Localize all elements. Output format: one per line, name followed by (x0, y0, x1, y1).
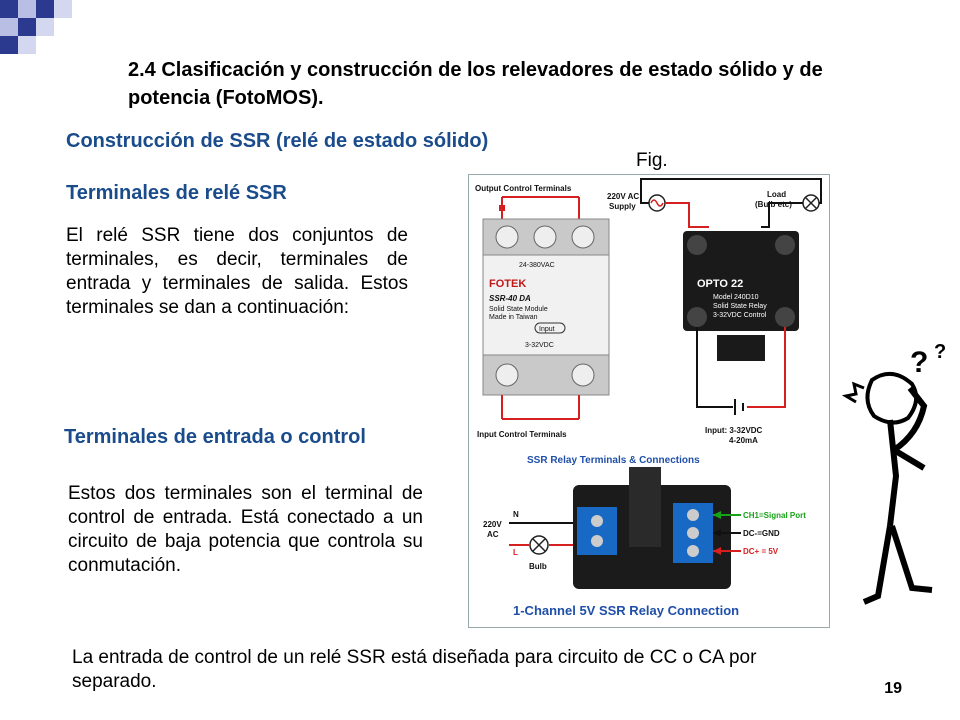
input-terminals-paragraph: Estos dos terminales son el terminal de control de entrada. Está conectado a un circuito de baja potencia que controla su conmutación. (68, 483, 423, 576)
ssr-diagram (469, 175, 829, 627)
fotek-input-tag: Input (539, 326, 555, 333)
opto-ctrl: 3-32VDC Control (713, 312, 767, 319)
thinking-figure-icon (842, 340, 952, 620)
opto-desc: Solid State Relay (713, 303, 767, 310)
input-spec-2: 4-20mA (729, 436, 758, 445)
terminals-heading: Terminales de relé SSR (66, 182, 287, 204)
fotek-module: Solid State Module (489, 306, 548, 313)
fotek-made-in: Made in Taiwan (489, 314, 538, 321)
ac-label-2: AC (487, 530, 499, 539)
figure-label: Fig. (636, 150, 668, 171)
opto-brand: OPTO 22 (697, 278, 744, 290)
load-label-1: Load (767, 190, 787, 199)
dc-minus-label: DC-=GND (743, 529, 780, 538)
slide-title: 2.4 Clasificación y construcción de los relevadores de estado sólido y de potencia (FotoMOS). (128, 59, 823, 109)
fotek-brand: FOTEK (489, 278, 527, 290)
supply-label-1: 220V AC (607, 192, 640, 201)
bottom-paragraph: La entrada de control de un relé SSR está diseñada para circuito de CC o CA por separado. (72, 647, 757, 692)
fotek-model: SSR-40 DA (489, 294, 531, 303)
load-label-2: (Bulb etc) (755, 200, 792, 209)
opto-model: Model 240D10 (713, 294, 759, 301)
construction-heading: Construcción de SSR (relé de estado sólido) (66, 130, 489, 152)
relay-module (573, 467, 731, 589)
ch1-label: CH1=Signal Port (743, 511, 806, 520)
connections-title: SSR Relay Terminals & Connections (527, 455, 700, 466)
supply-label-2: Supply (609, 202, 636, 211)
bulb-label: Bulb (529, 562, 547, 571)
fotek-ssr (483, 219, 609, 395)
ac-label-1: 220V (483, 520, 502, 529)
svg-text:?: ? (934, 341, 947, 363)
input-terminals-heading: Terminales de entrada o control (64, 426, 366, 448)
input-spec-1: Input: 3-32VDC (705, 426, 763, 435)
opto22-ssr (683, 231, 799, 361)
figure-caption: 1-Channel 5V SSR Relay Connection (513, 603, 740, 618)
svg-text:?: ? (910, 346, 929, 379)
input-terminals-label: Input Control Terminals (477, 430, 567, 439)
output-terminals-label: Output Control Terminals (475, 184, 572, 193)
n-label: N (513, 510, 519, 519)
fotek-voltage-out: 24-380VAC (519, 262, 555, 269)
dc-plus-label: DC+ = 5V (743, 547, 779, 556)
ssr-figure (468, 174, 830, 628)
terminals-paragraph: El relé SSR tiene dos conjuntos de terminales, es decir, terminales de entrada y terminales de salida. Estos terminales se dan a continuación: (66, 225, 408, 318)
fotek-voltage-in: 3-32VDC (525, 342, 554, 349)
l-label: L (513, 548, 518, 557)
page-number: 19 (884, 680, 902, 697)
corner-decoration (0, 0, 80, 60)
